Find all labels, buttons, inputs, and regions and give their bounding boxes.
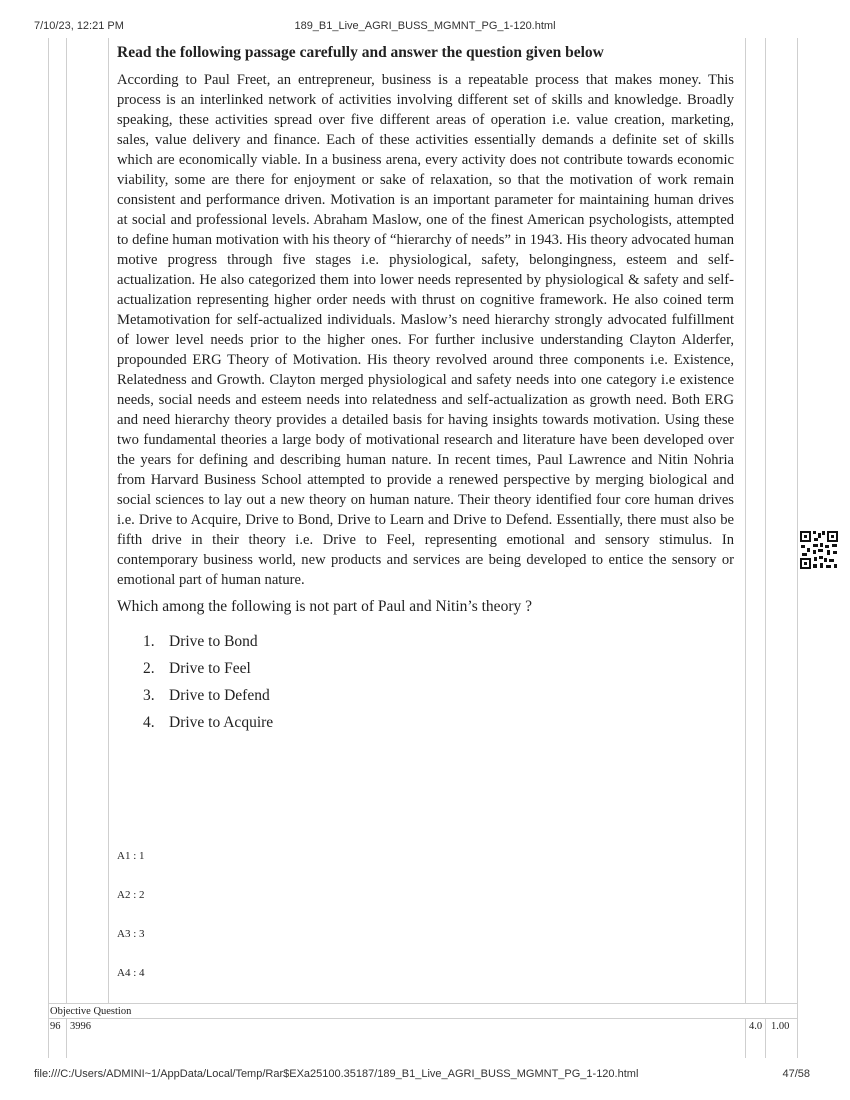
answer-label-3: A3 : 3 <box>117 928 145 940</box>
question-content <box>117 42 734 736</box>
print-datetime: 7/10/23, 12:21 PM <box>34 20 124 32</box>
question-prompt: Which among the following is not part of Paul and Nitin’s theory ? <box>117 598 532 615</box>
question-type-label: Objective Question <box>50 1006 132 1017</box>
option-text: Drive to Feel <box>169 660 251 677</box>
table-border-left <box>48 38 49 1058</box>
table-border-right <box>797 38 798 1058</box>
table-cell-divider <box>66 1018 67 1058</box>
print-doc-title: 189_B1_Live_AGRI_BUSS_MGMNT_PG_1-120.html <box>294 20 556 32</box>
print-file-path: file:///C:/Users/ADMINI~1/AppData/Local/Temp/Rar$EXa25100.35187/189_B1_Live_AGRI_BUSS_MGMNT_PG_1-120.html <box>34 1068 639 1080</box>
option-text: Drive to Bond <box>169 633 258 650</box>
option-number: 4. <box>143 714 155 731</box>
option-list <box>117 628 734 736</box>
option-item <box>143 709 734 736</box>
question-id: 3996 <box>70 1021 91 1032</box>
option-number: 1. <box>143 633 155 650</box>
option-item <box>143 628 734 655</box>
print-page-number: 47/58 <box>782 1068 810 1080</box>
table-row-divider-2 <box>48 1018 798 1019</box>
option-text: Drive to Acquire <box>169 714 274 731</box>
question-passage: According to Paul Freet, an entrepreneur, business is a repeatable process that makes money. This process is an interlinked network of activities involving different set of skills and knowledge. Broadly speaking, these activities spread over five different areas of operation i.e. value creation, marketing, sales, value delivery and finance. Each of these activities essentially demands a definite set of skills which are economically viable. In a business arena, every activity does not contribute towards economic viability, some are there for enjoyment or sake of relaxation, so that the motivation of work remain consistent and performance driven. Motivation is an important parameter for maintaining human drives at social and professional levels. Abraham Maslow, one of the finest American psychologists, attempted to define human motivation with his theory of “hierarchy of needs” in 1943. His theory advocated human motive progress through five stages i.e. physiological, safety, belongingness, esteem and self-actualization. He also categorized them into lower needs represented by physiological & safety and self-actualization representing higher order needs with thrust on cognitive framework. He also coined term Metamotivation for self-actualized individuals. Maslow’s need hierarchy strongly advocated fulfillment of lower level needs prior to the higher ones. For further inclusive understanding Clayton Alderfer, propounded ERG Theory of Motivation. His theory revolved around three components i.e. Existence, Relatedness and Growth. Clayton merged physiological and safety needs into one category i.e existence needs, social needs and esteem needs into relatedness and self-actualization as growth need. Both ERG and need hierarchy theory provides a detailed basis for having insights towards motivation. Using these two fundamental theories a large body of motivational research and literature have been developed over the years for defining and describing human nature. In recent times, Paul Lawrence and Nitin Nohria from Harvard Business School attempted to provide a renewed perspective by merging biological and social sciences to lay out a new theory on human nature. Their theory identified four core human drives i.e. Drive to Acquire, Drive to Bond, Drive to Learn and Drive to Defend. Essentially, there must also be fifth drive in their theory i.e. Drive to Feel, representing emotional and sensory stimulus. In contemporary business world, new products and services are being developed to entice the sensory or emotional part of human nature. <box>117 72 734 588</box>
option-text: Drive to Defend <box>169 687 270 704</box>
option-number: 3. <box>143 687 155 704</box>
table-cell-divider-3 <box>765 1018 766 1058</box>
question-serial: 96 <box>50 1021 61 1032</box>
table-border-content-left <box>108 38 109 1003</box>
question-marks: 4.0 <box>749 1021 763 1032</box>
answer-label-4: A4 : 4 <box>117 967 145 979</box>
table-border-right-inner <box>765 38 766 1003</box>
table-border-left-inner <box>66 38 67 1003</box>
table-border-content-right <box>745 38 746 1003</box>
question-instruction: Read the following passage carefully and answer the question given below <box>117 44 604 61</box>
table-cell-divider-2 <box>745 1018 746 1058</box>
question-negative-marks: 1.00 <box>771 1021 790 1032</box>
answer-label-2: A2 : 2 <box>117 889 145 901</box>
option-item <box>143 682 734 709</box>
option-number: 2. <box>143 660 155 677</box>
table-row-divider <box>48 1003 798 1004</box>
option-item <box>143 655 734 682</box>
answer-label-1: A1 : 1 <box>117 850 145 862</box>
qr-code-icon <box>799 530 839 570</box>
